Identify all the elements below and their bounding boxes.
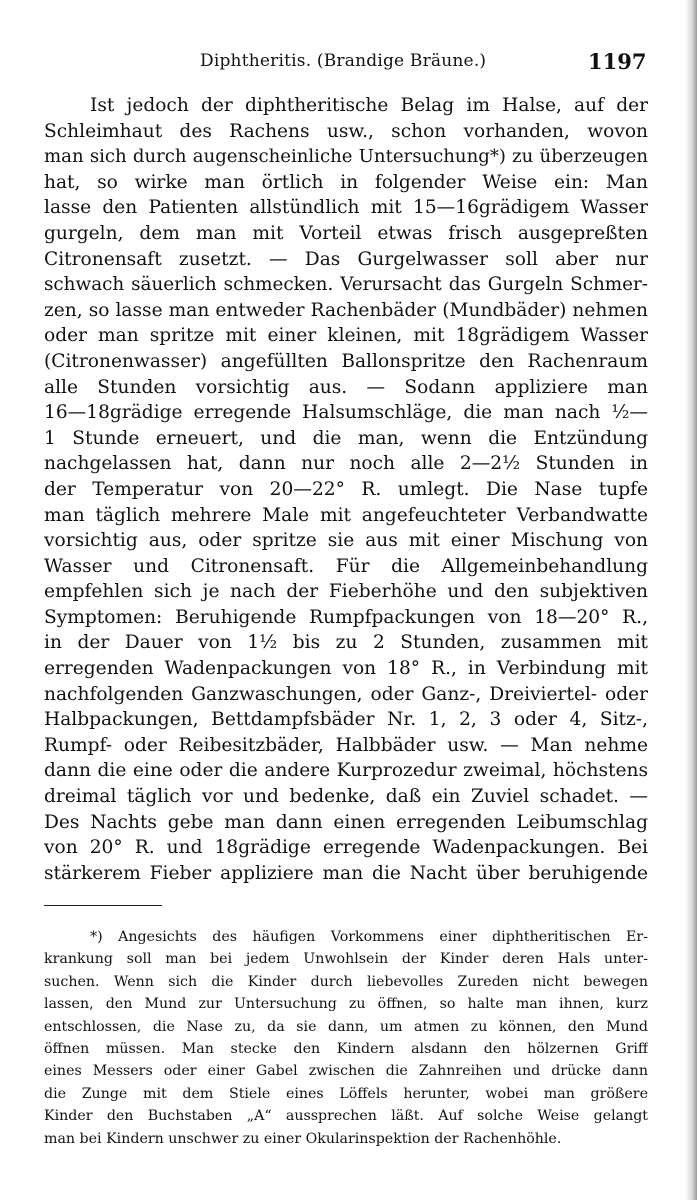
- text-line: hat, so wirke man örtlich in folgender Weise ein: Man: [44, 171, 648, 193]
- text-line: dreimal täglich vor und bedenke, daß ein Zuviel schadet. —: [44, 786, 648, 808]
- text-line: (Citronenwasser) angefüllten Ballonspritze den Rachenraum: [44, 350, 648, 372]
- text-line: in der Dauer von 1½ bis zu 2 Stunden, zusammen mit: [44, 632, 648, 654]
- text-line: schwach säuerlich schmecken. Verursacht das Gurgeln Schmer-: [44, 274, 648, 296]
- text-line: lasse den Patienten allstündlich mit 15—16grädigem Wasser: [44, 197, 648, 219]
- footnote-line: die Zunge mit dem Stiele eines Löffels herunter, wobei man größere: [44, 1085, 648, 1102]
- footnote-line: suchen. Wenn sich die Kinder durch liebevolles Zureden nicht bewegen: [44, 973, 648, 990]
- text-line: erregenden Wadenpackungen von 18° R., in Verbindung mit: [44, 658, 648, 680]
- footnote-line: öffnen müssen. Man stecke den Kindern alsdann den hölzernen Griff: [44, 1040, 648, 1057]
- text-line: empfehlen sich je nach der Fieberhöhe und den subjektiven: [44, 581, 648, 603]
- text-line: Des Nachts gebe man dann einen erregenden Leibumschlag: [44, 811, 648, 833]
- footnote: [44, 926, 648, 1150]
- text-line: oder man spritze mit einer kleinen, mit 18grädigem Wasser: [44, 325, 648, 347]
- text-line: man sich durch augenscheinliche Untersuchung*) zu überzeugen: [44, 146, 648, 168]
- text-line: Ist jedoch der diphtheritische Belag im Halse, auf der: [90, 95, 648, 116]
- text-line: man täglich mehrere Male mit angefeuchteter Verbandwatte: [44, 504, 648, 526]
- footnote-separator: [44, 905, 162, 906]
- text-line: gurgeln, dem man mit Vorteil etwas frisch ausgepreßten: [44, 222, 648, 244]
- footnote-line: Kinder den Buchstaben „A“ aussprechen läßt. Auf solche Weise gelangt: [44, 1108, 648, 1125]
- page-number: 1197: [588, 49, 647, 74]
- running-head: [0, 51, 697, 81]
- text-line: alle Stunden vorsichtig aus. — Sodann appliziere man: [44, 376, 648, 398]
- text-line: dann die eine oder die andere Kurprozedur zweimal, höchstens: [44, 760, 648, 782]
- text-line: der Temperatur von 20—22° R. umlegt. Die Nase tupfe: [44, 478, 648, 500]
- footnote-line: entschlossen, die Nase zu, da sie dann, um atmen zu können, den Mund: [44, 1018, 648, 1035]
- text-line: Wasser und Citronensaft. Für die Allgemeinbehandlung: [44, 555, 648, 577]
- footnote-line: man bei Kindern unschwer zu einer Okularinspektion der Rachenhöhle.: [44, 1130, 562, 1147]
- text-line: 16—18grädige erregende Halsumschläge, die man nach ½—: [44, 402, 648, 424]
- text-line: Halbpackungen, Bettdampfsbäder Nr. 1, 2, 3 oder 4, Sitz-,: [44, 709, 648, 731]
- text-line: Rumpf- oder Reibesitzbäder, Halbbäder usw. — Man nehme: [44, 734, 648, 756]
- text-line: Citronensaft zusetzt. — Das Gurgelwasser soll aber nur: [44, 248, 648, 270]
- text-line: nachfolgenden Ganzwaschungen, oder Ganz-, Dreiviertel- oder: [44, 683, 648, 705]
- footnote-line: *) Angesichts des häufigen Vorkommens einer diphtheritischen Er-: [90, 929, 648, 945]
- text-line: stärkerem Fieber appliziere man die Nacht über beruhigende: [44, 862, 648, 884]
- running-head-title: Diphtheritis. (Brandige Bräune.): [200, 51, 487, 71]
- main-text: [44, 93, 648, 886]
- text-line: nachgelassen hat, dann nur noch alle 2—2½ Stunden in: [44, 453, 648, 475]
- footnote-line: krankung soll man bei jedem Unwohlsein der Kinder deren Hals unter-: [44, 951, 648, 968]
- text-line: zen, so lasse man entweder Rachenbäder (Mundbäder) nehmen: [44, 299, 648, 321]
- text-line: Symptomen: Beruhigende Rumpfpackungen von 18—20° R.,: [44, 606, 648, 628]
- text-line: Schleimhaut des Rachens usw., schon vorhanden, wovon: [44, 120, 648, 142]
- page-edge-shadow: [685, 0, 697, 1200]
- text-line: von 20° R. und 18grädige erregende Wadenpackungen. Bei: [44, 837, 648, 859]
- text-line: vorsichtig aus, oder spritze sie aus mit einer Mischung von: [44, 530, 648, 552]
- text-line: 1 Stunde erneuert, und die man, wenn die Entzündung: [44, 427, 648, 449]
- footnote-line: eines Messers oder einer Gabel zwischen die Zahnreihen und drücke dann: [44, 1063, 648, 1080]
- footnote-line: lassen, den Mund zur Untersuchung zu öffnen, so halte man ihnen, kurz: [44, 996, 648, 1013]
